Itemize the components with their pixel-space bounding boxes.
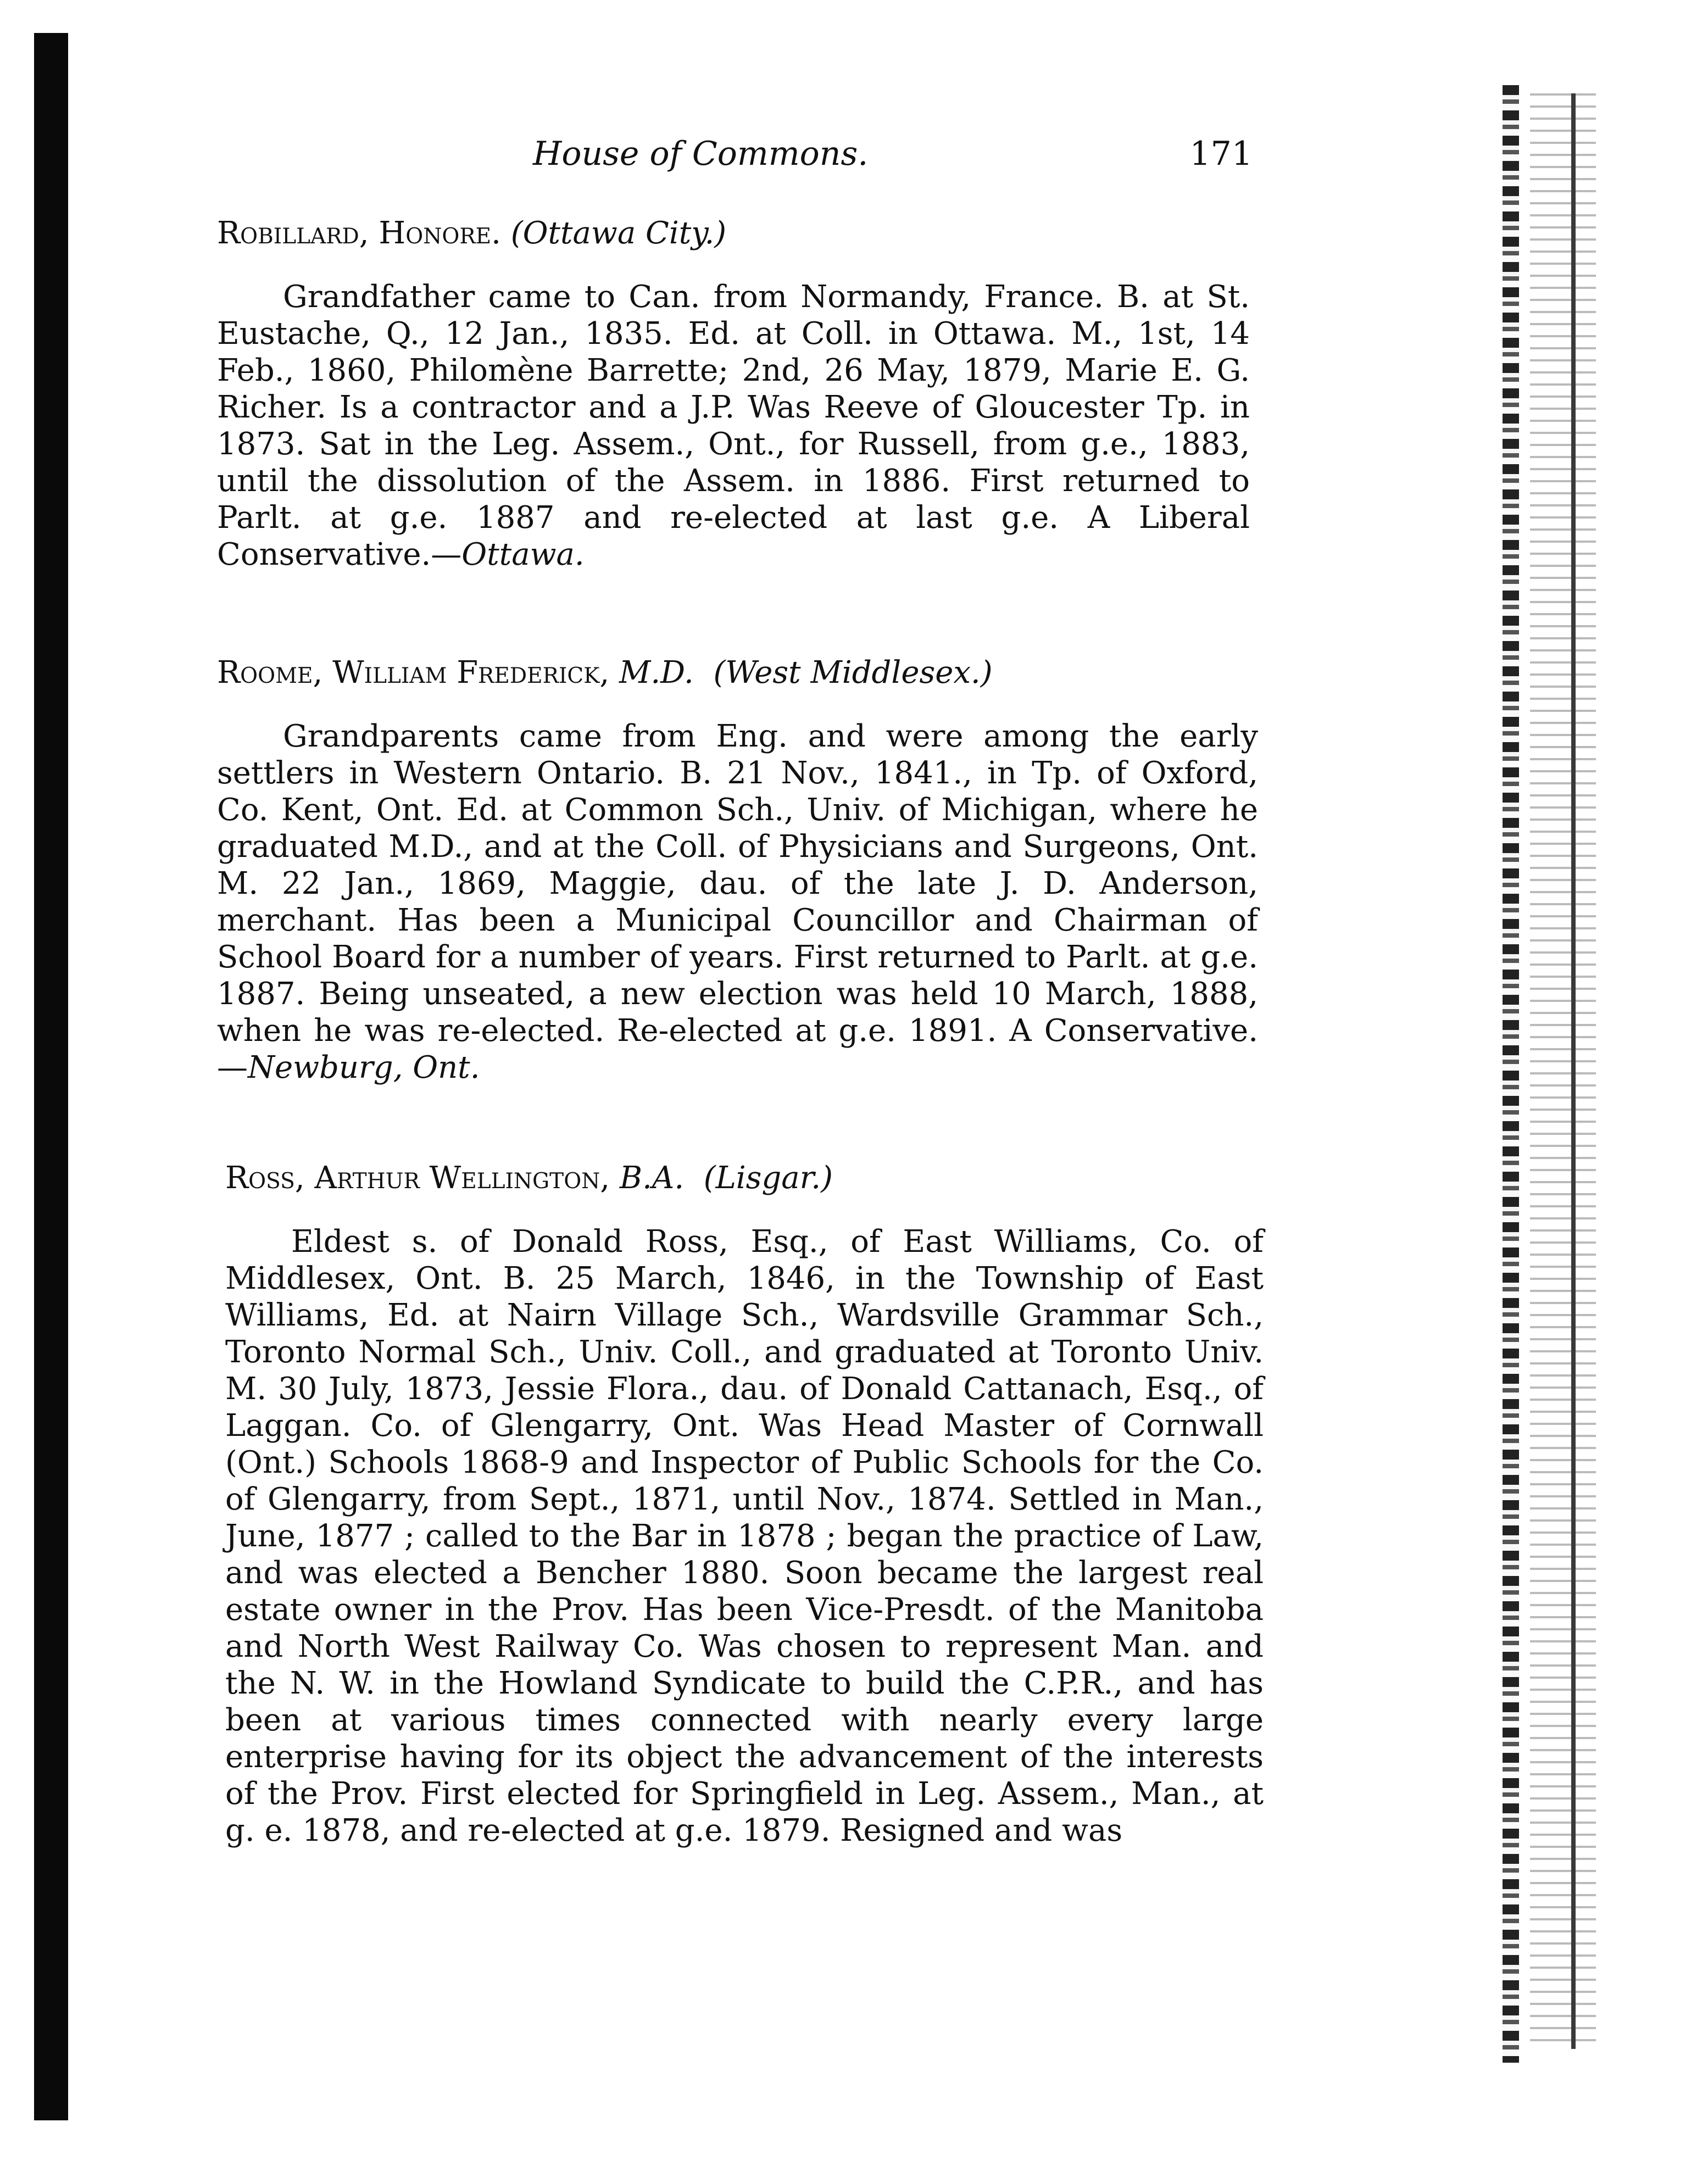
entry-given-names: William Frederick, — [332, 655, 610, 690]
running-title: House of Commons. — [533, 135, 869, 173]
entry-constituency: (Ottawa City.) — [510, 215, 727, 251]
entry-biography: Grandfather came to Can. from Normandy, France. B. at St. Eustache, Q., 12 Jan., 1835. Ed. at Coll. in Ottawa. M., 1st, 14 Feb., 1860, Philomène Barrette; 2nd, 26 May, 1879, Marie E. G. Richer. Is a contractor and a J.P. Was Reeve of Gloucester Tp. in 1873. Sat in the Leg. Assem., Ont., for Russell, from g.e., 1883, until the dissolution of the Assem. in 1886. First returned to Parlt. at g.e. 1887 and re-elected at last g.e. A Liberal Conservative.— — [217, 279, 1250, 572]
entry-residence: Ottawa. — [461, 537, 585, 572]
running-head — [217, 135, 1253, 190]
entry-surname: Robillard — [217, 215, 359, 251]
entry-heading: Roome, William Frederick, M.D. (West Middlesex.) — [217, 655, 993, 690]
entry-degree: B.A. — [619, 1160, 685, 1196]
entry-text — [217, 718, 1258, 1086]
entry-degree: M.D. — [619, 655, 694, 690]
entry-residence: Newburg, Ont. — [248, 1050, 480, 1085]
page — [217, 135, 1264, 1848]
entry-constituency: (Lisgar.) — [703, 1160, 833, 1196]
left-binding-shadow — [34, 33, 68, 2120]
entry-biography: Grandparents came from Eng. and were among the early settlers in Western Ontario. B. 21 Nov., 1841., in Tp. of Oxford, Co. Kent, Ont. Ed. at Common Sch., Univ. of Michigan, where he graduated M.D., and at the Coll. of Physicians and Surgeons, Ont. M. 22 Jan., 1869, Maggie, dau. of the late J. D. Anderson, merchant. Has been a Municipal Councillor and Chairman of School Board for a number of years. First returned to Parlt. at g.e. 1887. Being unseated, a new election was held 10 March, 1888, when he was re-elected. Re-elected at g.e. 1891. A Conservative.— — [217, 719, 1258, 1085]
right-page-edge-line — [1571, 93, 1576, 2049]
entry-roome — [217, 651, 1258, 1086]
entry-surname: Roome — [217, 655, 313, 690]
entry-heading: Robillard, Honore. (Ottawa City.) — [217, 215, 727, 251]
right-binding-edge — [1503, 85, 1519, 2063]
page-number: 171 — [1189, 135, 1253, 173]
entry-biography: Eldest s. of Donald Ross, Esq., of East Williams, Co. of Middlesex, Ont. B. 25 March, 1846, in the Township of East Williams, Ed. at Nairn Village Sch., Wardsville Grammar Sch., Toronto Normal Sch., Univ. Coll., and graduated at Toronto Univ. M. 30 July, 1873, Jessie Flora., dau. of Donald Cattanach, Esq., of Laggan. Co. of Glengarry, Ont. Was Head Master of Cornwall (Ont.) Schools 1868-9 and Inspector of Public Schools for the Co. of Glengarry, from Sept., 1871, until Nov., 1874. Settled in Man., June, 1877 ; called to the Bar in 1878 ; began the practice of Law, and was elected a Bencher 1880. Soon became the largest real estate owner in the Prov. Has been Vice-Presdt. of the Manitoba and North West Railway Co. Was chosen to represent Man. and the N. W. in the Howland Syndicate to build the C.P.R., and has been at various times connected with nearly every large enterprise having for its object the advancement of the interests of the Prov. First elected for Springfield in Leg. Assem., Man., at g. e. 1878, and re-elected at g.e. 1879. Resigned and was — [225, 1224, 1264, 1848]
entry-ross — [225, 1156, 1264, 1849]
entry-given-names: Arthur Wellington, — [314, 1160, 610, 1196]
entry-given-names: Honore. — [379, 215, 501, 251]
entry-robillard — [217, 211, 1250, 573]
entry-surname: Ross — [225, 1160, 295, 1196]
entry-text — [225, 1223, 1264, 1849]
entry-constituency: (West Middlesex.) — [713, 655, 993, 690]
right-page-edge-texture — [1530, 93, 1596, 2049]
entry-heading: Ross, Arthur Wellington, B.A. (Lisgar.) — [225, 1160, 833, 1196]
entry-text — [217, 279, 1250, 573]
